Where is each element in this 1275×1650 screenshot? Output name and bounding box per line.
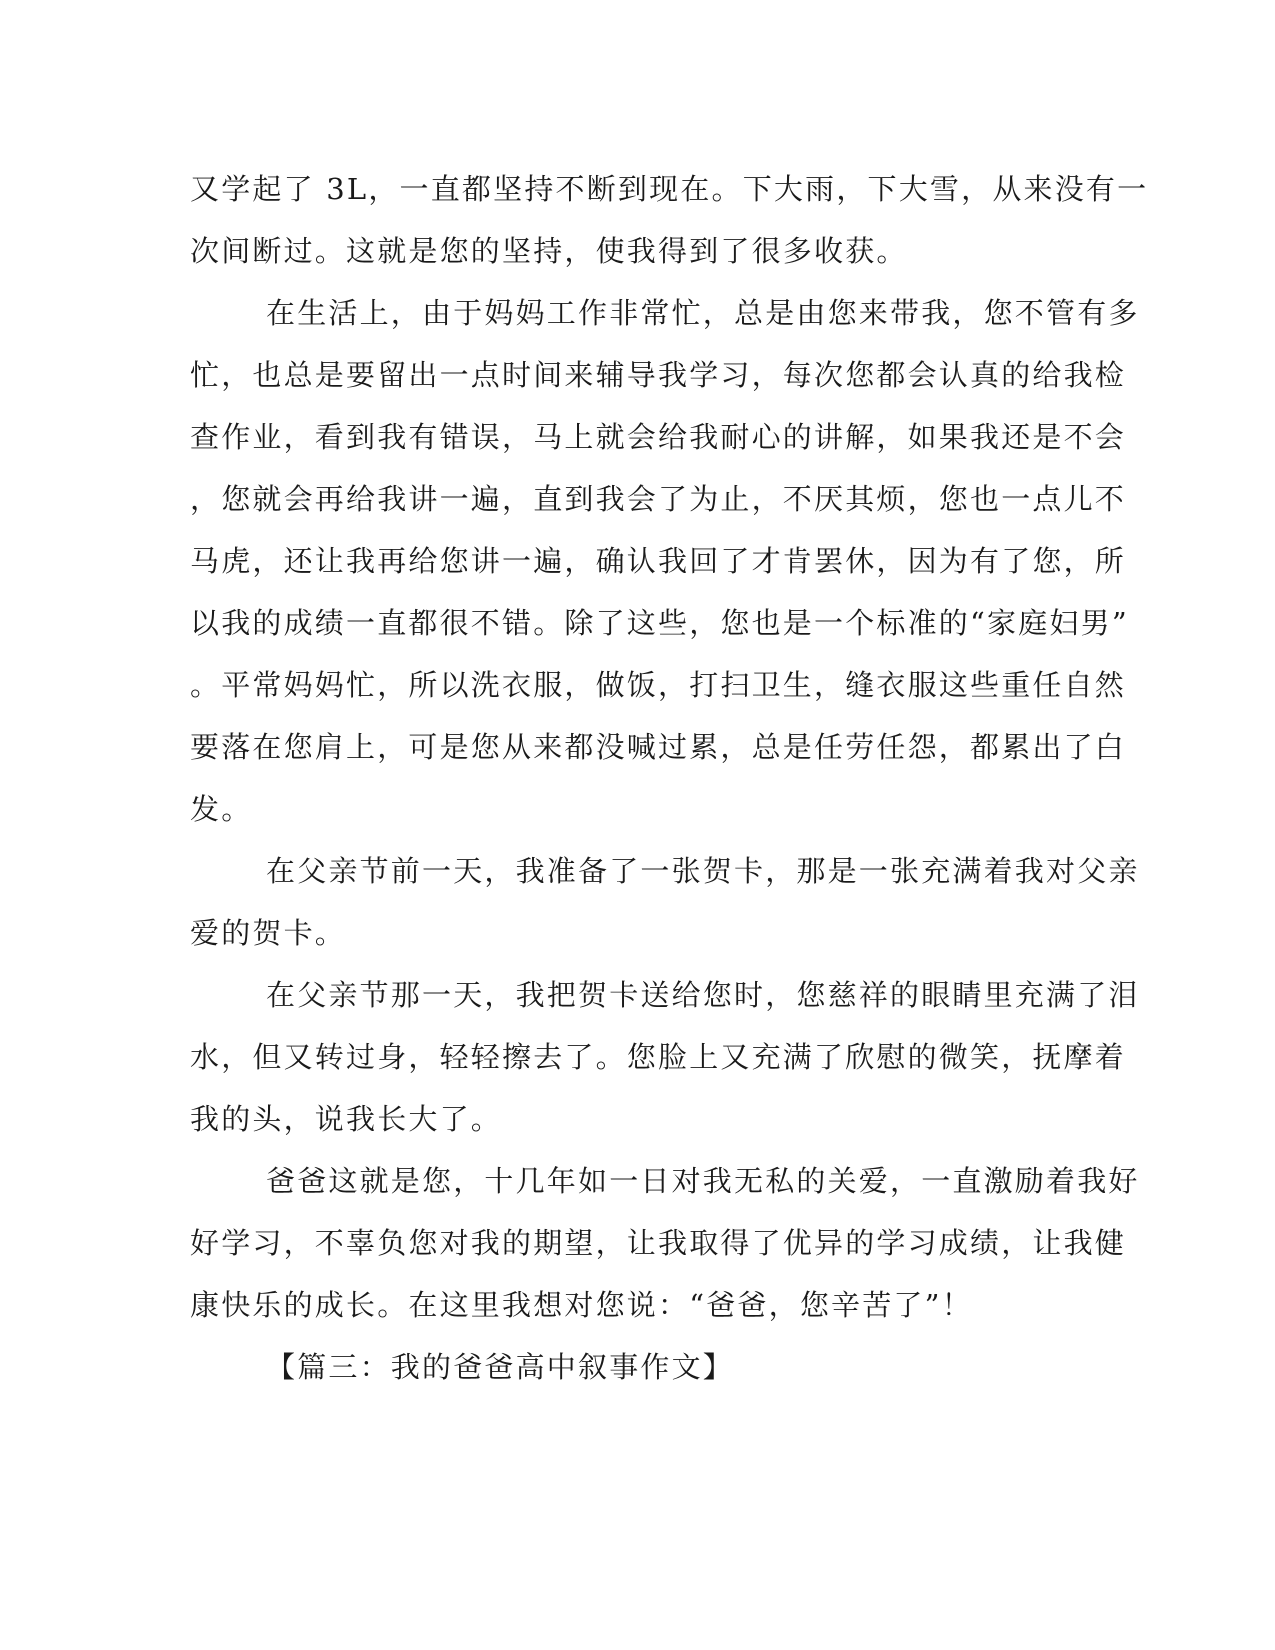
section-heading: 【篇三：我的爸爸高中叙事作文】 [266, 1350, 735, 1384]
text-line: 我的头，说我长大了。 [190, 1102, 503, 1136]
paragraph-start-line: 在父亲节前一天，我准备了一张贺卡，那是一张充满着我对父亲 [266, 854, 1140, 888]
document-body [190, 158, 1149, 1398]
text-line: 又学起了 3L，一直都坚持不断到现在。下大雨，下大雪，从来没有一 [190, 172, 1149, 206]
text-line: 次间断过。这就是您的坚持，使我得到了很多收获。 [190, 234, 908, 268]
text-line: 以我的成绩一直都很不错。除了这些，您也是一个标准的“家庭妇男” [190, 606, 1129, 640]
text-line: 水，但又转过身，轻轻擦去了。您脸上又充满了欣慰的微笑，抚摩着 [190, 1040, 1127, 1074]
paragraph-start-line: 在父亲节那一天，我把贺卡送给您时，您慈祥的眼睛里充满了泪 [266, 978, 1140, 1012]
text-line: 马虎，还让我再给您讲一遍，确认我回了才肯罢休，因为有了您，所 [190, 544, 1127, 578]
text-line: ，您就会再给我讲一遍，直到我会了为止，不厌其烦，您也一点儿不 [190, 482, 1127, 516]
text-line: 爱的贺卡。 [190, 916, 347, 950]
text-line: 查作业，看到我有错误，马上就会给我耐心的讲解，如果我还是不会 [190, 420, 1127, 454]
text-line: 忙，也总是要留出一点时间来辅导我学习，每次您都会认真的给我检 [190, 358, 1127, 392]
text-line: 。平常妈妈忙，所以洗衣服，做饭，打扫卫生，缝衣服这些重任自然 [190, 668, 1127, 702]
text-line: 发。 [190, 792, 253, 826]
text-line: 要落在您肩上，可是您从来都没喊过累，总是任劳任怨，都累出了白 [190, 730, 1127, 764]
paragraph-start-line: 在生活上，由于妈妈工作非常忙，总是由您来带我，您不管有多 [266, 296, 1140, 330]
paragraph-start-line: 爸爸这就是您，十几年如一日对我无私的关爱，一直激励着我好 [266, 1164, 1140, 1198]
text-line: 康快乐的成长。在这里我想对您说：“爸爸，您辛苦了”！ [190, 1288, 973, 1322]
text-line: 好学习，不辜负您对我的期望，让我取得了优异的学习成绩，让我健 [190, 1226, 1127, 1260]
